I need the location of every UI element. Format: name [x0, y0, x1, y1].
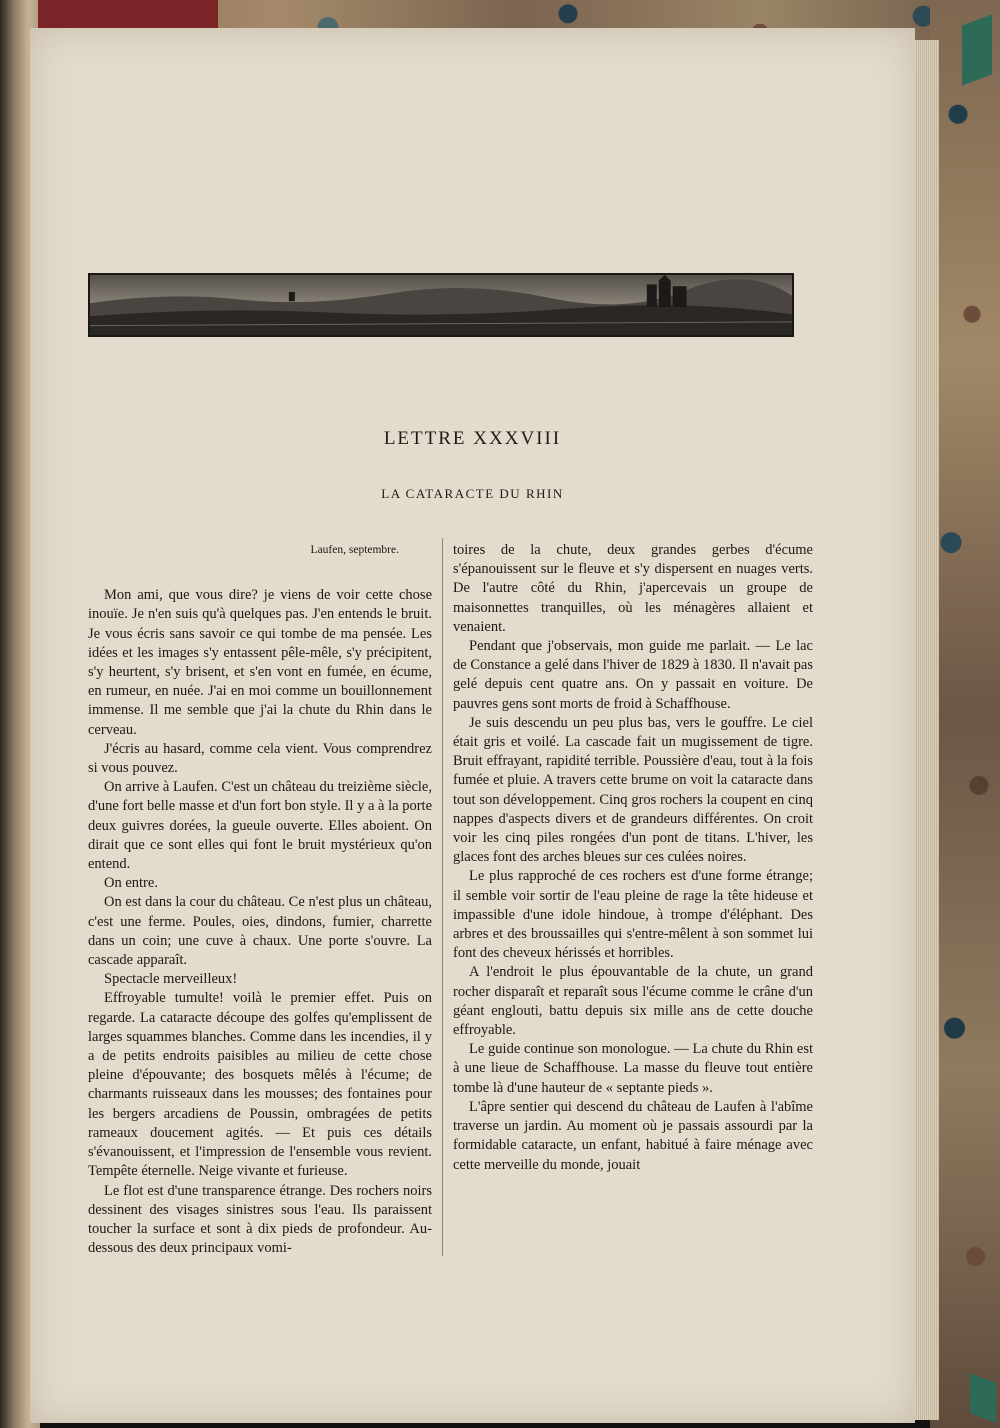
letter-heading: LETTRE XXXVIII — [383, 428, 562, 449]
paragraph: On entre. — [104, 875, 158, 892]
paragraph: On arrive à Laufen. C'est un château du treizième siècle, d'une fort belle masse et d'un fort bon style. Il y a à la porte deux guivres dorées, la gueule ouverte. Elles aboient. On dirait que ce sont elles qui font le bruit mystérieux qu'on entend. — [88, 779, 432, 873]
paragraph: L'âpre sentier qui descend du château de Laufen à l'abîme traverse un jardin. Au moment où je passais assourdi par la formidable cataracte, un enfant, habitué à faire ménage avec cette merveille du monde, jouait — [453, 1098, 813, 1173]
marbled-cover-right — [930, 0, 1000, 1428]
paragraph: Le plus rapproché de ces rochers est d'une forme étrange; il semble voir sortir de l'eau pleine de rage la tête hideuse et impassible d'une idole hindoue, à trompe d'éléphant. Des arbres et des broussailles qui s'entre-mêlent à son sommet lui font des cheveux hérissés et horribles. — [453, 868, 813, 962]
left-column — [88, 541, 432, 1258]
letter-subheading: LA CATARACTE DU RHIN — [381, 486, 564, 501]
paragraph: Le flot est d'une transparence étrange. Des rochers noirs dessinent des visages sinistres sous l'eau. Ils paraissent toucher la surface et sont à dix pieds de profondeur. Au-dessous des deux principaux vomi- — [88, 1182, 432, 1257]
right-column — [453, 541, 813, 1175]
paragraph: On est dans la cour du château. Ce n'est plus un château, c'est une ferme. Poules, oies, dindons, fumier, charrette dans un coin; une cuve à chaux. Une porte s'ouvre. La cascade apparaît. — [88, 894, 432, 969]
paragraph: A l'endroit le plus épouvantable de la chute, un grand rocher disparaît et reparaît sous l'écume comme le crâne d'un géant englouti, battu depuis six mille ans de cette douche effroyable. — [453, 964, 813, 1039]
landscape-engraving-art — [90, 275, 792, 335]
paragraph: Le guide continue son monologue. — La chute du Rhin est à une lieue de Schaffhouse. La masse du fleuve tout entière tombe là d'une hauteur de « septante pieds ». — [453, 1041, 813, 1096]
paragraph: toires de la chute, deux grandes gerbes d'écume s'épanouissent sur le fleuve et s'y dispersent en nuages verts. De l'autre côté du Rhin, j'apercevais un groupe de maisonnettes tranquilles, où les ménagères allaient et venaient. — [453, 542, 813, 635]
paragraph: Je suis descendu un peu plus bas, vers le gouffre. Le ciel était gris et voilé. La cascade fait un mugissement de tigre. Bruit effrayant, rapidité terrible. Poussière d'eau, tout à la fois fumée et pluie. A travers cette brume on voit la cataracte dans tout son développement. Cinq gros rochers la coupent en cinq nappes d'aspects divers et de grandeurs différentes. On croit voir les cinq piles rongées d'un pont de titans. L'hiver, les glaces font des arches bleues sur ces culées noires. — [453, 714, 813, 866]
paragraph: Spectacle merveilleux! — [104, 971, 238, 988]
paragraph: J'écris au hasard, comme cela vient. Vous comprendrez si vous pouvez. — [88, 740, 432, 777]
paragraph: Pendant que j'observais, mon guide me parlait. — Le lac de Constance a gelé dans l'hiver de 1829 à 1830. Il n'avait pas gelé depuis cent quatre ans. On y passait en voiture. De pauvres gens sont morts de froid à Schaffhouse. — [453, 638, 813, 712]
leather-corner-top — [962, 15, 992, 86]
column-divider — [442, 538, 443, 1256]
dateline: Laufen, septembre. — [310, 544, 399, 556]
landscape-engraving — [88, 273, 794, 337]
paragraph: Effroyable tumulte! voilà le premier effet. Puis on regarde. La cataracte découpe des golfes qu'emplissent de larges squammes blanches. Comme dans les incendies, il y a de petits endroits paisibles au milieu de cette chose pleine d'épouvante; des bosquets mêlés à l'écume; de charmants ruisseaux dans les mousses; des fontaines pour les bergers arcadiens de Poussin, ombragées de petits rameaux doucement agités. — Et puis ces détails s'évanouissent, et l'impression de l'ensemble vous revient. Tempête éternelle. Neige vivante et furieuse. — [88, 990, 432, 1180]
paragraph: Mon ami, que vous dire? je viens de voir cette chose inouïe. Je n'en suis qu'à quelques pas. J'en entends le bruit. Je vous écris sans savoir ce qui tombe de ma pensée. Les idées et les images s'y entassent pêle-mêle, s'y précipitent, s'y heurtent, s'y brisent, et s'en vont en fumée, en écume, en rumeur, en nuée. J'ai en moi comme un bouillonnement immense. Il me semble que j'ai la chute du Rhin dans le cerveau. — [88, 587, 432, 738]
